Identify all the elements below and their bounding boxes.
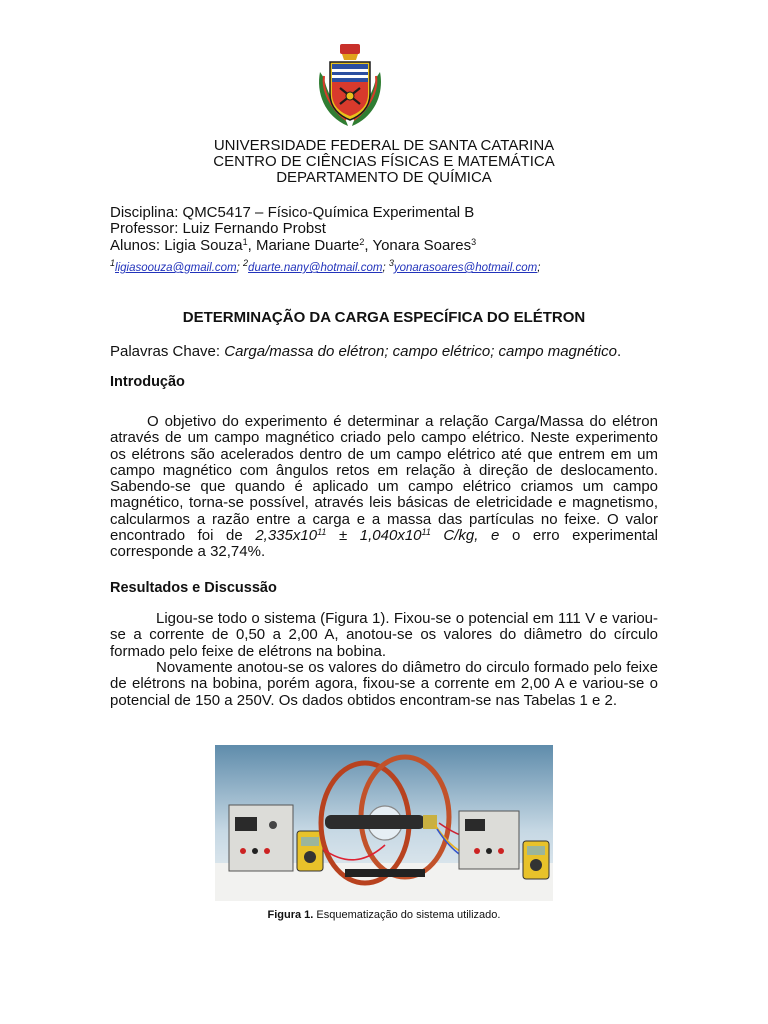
intro-text-end: o erro experimental corresponde a 32,74%. — [110, 527, 658, 561]
results-heading: Resultados e Discussão — [110, 580, 277, 596]
student-name: Ligia Souza — [164, 237, 243, 254]
email-link[interactable]: yonarasoares@hotmail.com — [393, 262, 538, 274]
results-paragraph-1: Ligou-se todo o sistema (Figura 1). Fixou-se o potencial em 111 V e variou-se a corrente de 0,50 a 2,00 A, anotou-se os valores do diâmetro do círculo formado pelo feixe de elétrons na bobina. — [110, 610, 658, 660]
figure-caption-label: Figura 1. — [267, 909, 314, 921]
center-name: CENTRO DE CIÊNCIAS FÍSICAS E MATEMÁTICA — [213, 153, 555, 170]
value-mantissa: 2,335x10 — [255, 527, 318, 545]
email-link[interactable]: ligiasoouza@gmail.com — [115, 262, 237, 274]
experiment-setup-figure — [215, 745, 553, 901]
footnote-mark: 3 — [471, 237, 477, 247]
value-exponent: 11 — [317, 527, 327, 538]
document-title: DETERMINAÇÃO DA CARGA ESPECÍFICA DO ELÉTRON — [182, 309, 586, 326]
intro-heading: Introdução — [110, 374, 185, 390]
intro-paragraph — [110, 414, 658, 561]
value-unit: C/kg, e — [430, 527, 500, 545]
student-name: Yonara Soares — [372, 237, 472, 254]
email-link[interactable]: duarte.nany@hotmail.com — [248, 262, 383, 274]
figure-caption — [0, 909, 768, 921]
keywords-label: Palavras Chave: — [110, 343, 225, 360]
footnote-mark: 2 — [243, 258, 249, 268]
keywords-end: . — [616, 343, 622, 360]
students-line: Alunos: Ligia Souza$^1$, Mariane Duarte$^2$, Yonara Soares$^3$ — [110, 237, 477, 254]
intro-text: O objetivo do experimento é determinar a relação Carga/Massa do elétron através de um campo magnético criado pelo campo elétrico. Neste experimento os elétrons são acelerados dentro de um campo elétrico até que entrem em um campo magnético com ângulos retos em relação à direção de deslocamento. Sabendo-se que quando é aplicado um campo elétrico criamos um campo magnético, torna-se possível, através leis básicas de eletricidade e magnetismo, calcularmos a razão entre a carga e a massa das partículas no feixe. O valor encontrado foi de — [110, 413, 658, 545]
professor-line: Professor: Luiz Fernando Probst — [110, 220, 326, 237]
keywords-value: Carga/massa do elétron; campo elétrico; campo magnético — [224, 343, 617, 360]
footnote-mark: 1 — [242, 237, 248, 247]
student-name: Mariane Duarte — [255, 237, 360, 254]
footnote-mark: 1 — [110, 258, 116, 268]
keywords-line — [110, 343, 621, 360]
department-name: DEPARTAMENTO DE QUÍMICA — [276, 169, 492, 186]
results-paragraph-2: Novamente anotou-se os valores do diâmetro do circulo formado pelo feixe de elétrons na bobina, porém agora, fixou-se a corrente em 2,00 A e variou-se o potencial de 150 a 250V. Os dados obtidos encontram-se nas Tabelas 1 e 2. — [110, 659, 658, 709]
figure-caption-text: Esquematização do sistema utilizado. — [313, 909, 501, 921]
university-name: UNIVERSIDADE FEDERAL DE SANTA CATARINA — [213, 137, 555, 154]
footnote-mark: 3 — [388, 258, 394, 268]
discipline-line: Disciplina: QMC5417 – Físico-Química Experimental B — [110, 204, 475, 221]
university-crest-logo — [314, 42, 386, 130]
intro-value — [255, 527, 499, 544]
email-line: $^1$ligiasoouza@gmail.com; $^2$duarte.nany@hotmail.com; $^3$yonarasoares@hotmail.com; — [110, 258, 541, 274]
students-label: Alunos: — [110, 237, 165, 254]
footnote-mark: 2 — [359, 237, 365, 247]
uncertainty-exponent: 11 — [421, 527, 431, 538]
value-uncertainty: ± 1,040x10 — [326, 527, 422, 545]
